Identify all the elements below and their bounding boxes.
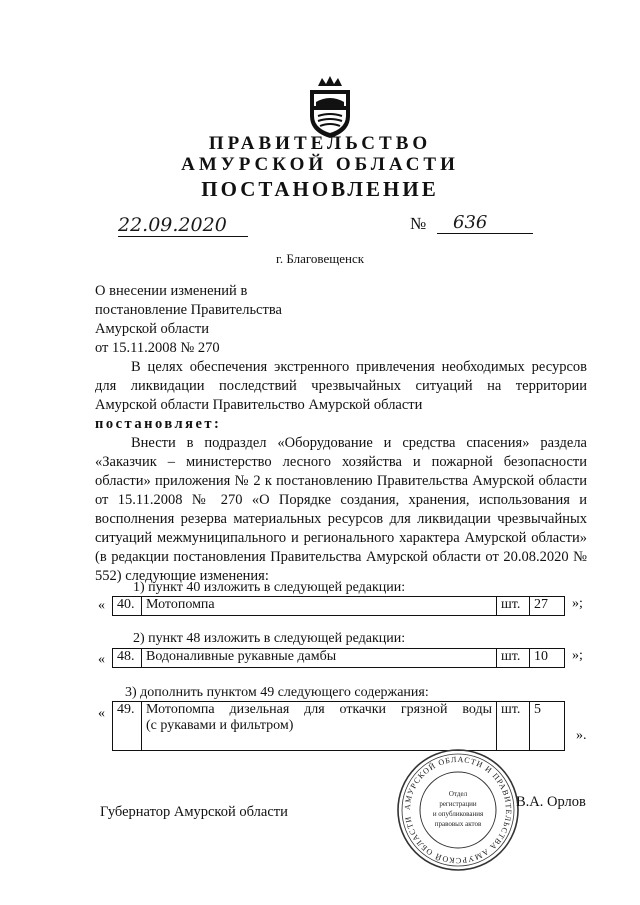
government-title: ПРАВИТЕЛЬСТВО bbox=[208, 133, 432, 154]
official-seal bbox=[396, 748, 520, 872]
item-number: 49. bbox=[113, 702, 142, 751]
item-unit: шт. bbox=[497, 597, 530, 616]
table-row bbox=[113, 649, 565, 668]
resolves-word: постановляет: bbox=[95, 416, 222, 432]
item-quantity: 27 bbox=[530, 597, 565, 616]
item-name-line: (с рукавами и фильтром) bbox=[146, 718, 294, 733]
number-label: № bbox=[410, 214, 427, 233]
table-row bbox=[113, 702, 565, 751]
item-name bbox=[142, 702, 497, 751]
amendment-table-2 bbox=[112, 648, 565, 668]
amendment-label: 3) дополнить пунктом 49 следующего содержания: bbox=[125, 685, 429, 700]
amendment-label: 1) пункт 40 изложить в следующей редакции: bbox=[133, 580, 406, 595]
seal-outer-text: АМУРСКОЙ ОБЛАСТИ И ПРАВИТЕЛЬСТВА АМУРСКОЙ ОБЛАСТИ bbox=[402, 754, 514, 866]
open-quote: « bbox=[98, 598, 105, 613]
subject-line: от 15.11.2008 № 270 bbox=[95, 340, 220, 356]
item-quantity: 5 bbox=[530, 702, 565, 751]
main-paragraph: Внести в подраздел «Оборудование и средства спасения» раздела «Заказчик – министерство лесного хозяйства и пожарной безопасности области» приложения № 2 к постановлению Правительства Амурской области от 15.11.2008 № 270 «О Порядке создания, хранения, использования и восполнения резерва материальных ресурсов для ликвидации чрезвычайных ситуаций межмуниципального и регионального характера Амурской области» (в редакции постановления Правительства Амурской области от 20.08.2020 № 552) следующие изменения: bbox=[95, 435, 587, 584]
document-date: 22.09.2020 bbox=[118, 214, 248, 237]
subject-line: постановление Правительства bbox=[95, 302, 282, 318]
seal-inner-text: Отдел bbox=[448, 790, 468, 798]
table-row bbox=[113, 597, 565, 616]
item-name: Водоналивные рукавные дамбы bbox=[142, 649, 497, 668]
item-number: 48. bbox=[113, 649, 142, 668]
seal-inner-text: правовых актов bbox=[434, 820, 482, 828]
region-title: АМУРСКОЙ ОБЛАСТИ bbox=[181, 154, 459, 175]
item-unit: шт. bbox=[497, 649, 530, 668]
city-name: г. Благовещенск bbox=[275, 251, 365, 266]
signatory-name: В.А. Орлов bbox=[516, 794, 586, 810]
item-number: 40. bbox=[113, 597, 142, 616]
item-name: Мотопомпа bbox=[142, 597, 497, 616]
document-subject bbox=[95, 282, 282, 358]
coat-of-arms-emblem bbox=[300, 72, 360, 140]
seal-inner-text: регистрации bbox=[439, 800, 477, 808]
signatory-position: Губернатор Амурской области bbox=[100, 804, 288, 820]
amendment-table-3 bbox=[112, 701, 565, 751]
seal-inner-text: и опубликования bbox=[432, 810, 484, 818]
document-type: ПОСТАНОВЛЕНИЕ bbox=[201, 177, 439, 201]
subject-line: Амурской области bbox=[95, 321, 209, 337]
amendment-label: 2) пункт 48 изложить в следующей редакции: bbox=[133, 631, 406, 646]
amendment-table-1 bbox=[112, 596, 565, 616]
item-unit: шт. bbox=[497, 702, 530, 751]
item-quantity: 10 bbox=[530, 649, 565, 668]
close-quote: »; bbox=[572, 596, 583, 611]
preamble-paragraph: В целях обеспечения экстренного привлечения необходимых ресурсов для ликвидации последствий чрезвычайных ситуаций на территории Амурской области Правительство Амурской области bbox=[95, 359, 587, 413]
item-name-line: Мотопомпа дизельная для откачки грязной воды bbox=[146, 702, 492, 717]
close-quote: »; bbox=[572, 648, 583, 663]
open-quote: « bbox=[98, 652, 105, 667]
subject-line: О внесении изменений в bbox=[95, 283, 248, 299]
open-quote: « bbox=[98, 706, 105, 721]
document-number: 636 bbox=[437, 212, 533, 234]
close-quote: ». bbox=[576, 728, 587, 743]
